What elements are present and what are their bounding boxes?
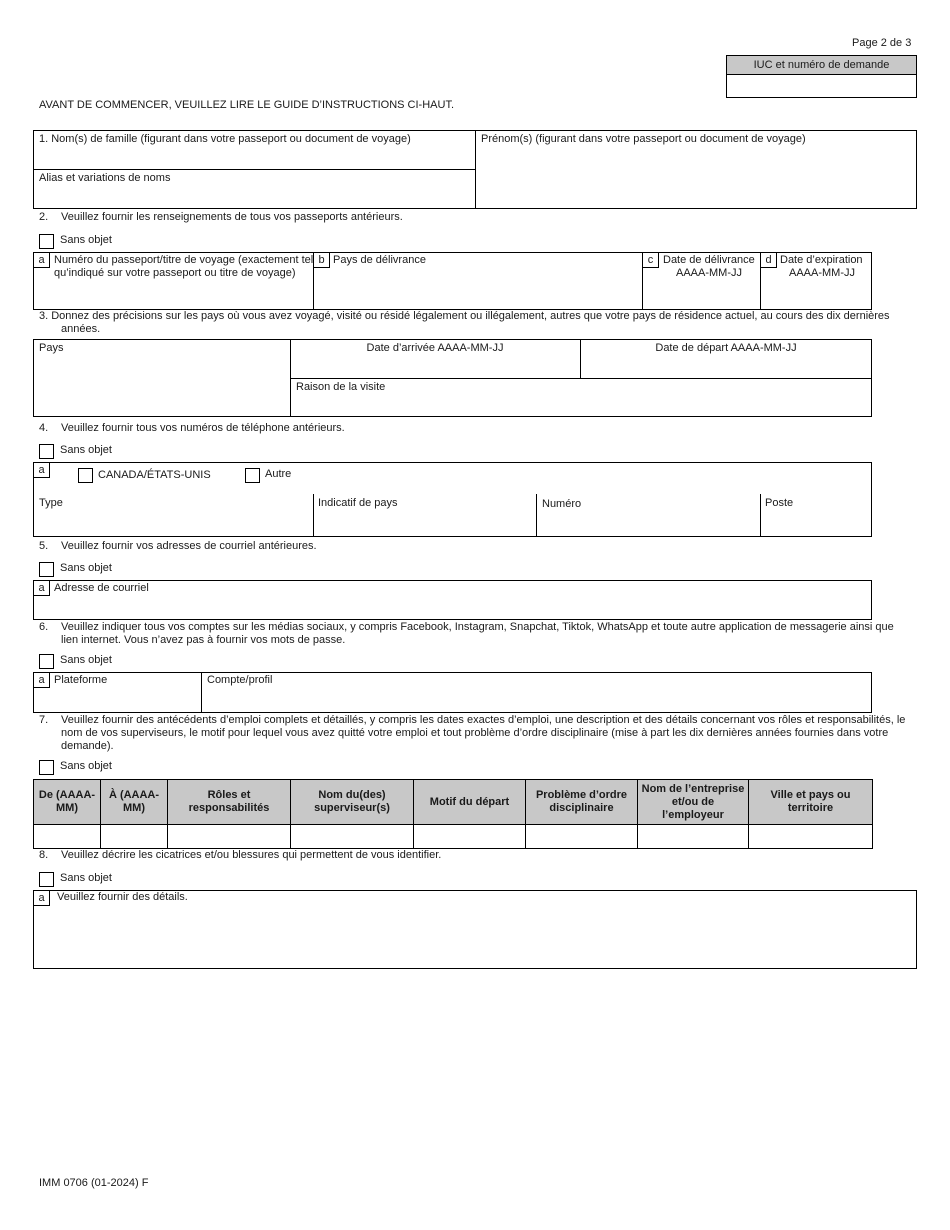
q7-col-reason: Motif du départ — [414, 780, 526, 825]
q8-not-applicable-label: Sans objet — [60, 872, 112, 884]
q4-canada-us-checkbox[interactable] — [78, 468, 93, 483]
q7-col-to: À (AAAA-MM) — [101, 780, 168, 825]
q4-not-applicable-label: Sans objet — [60, 444, 112, 456]
page-number: Page 2 de 3 — [852, 37, 912, 49]
q7-reason-input[interactable] — [414, 825, 526, 849]
q7-discipline-input[interactable] — [526, 825, 638, 849]
q4-text: Veuillez fournir tous vos numéros de téléphone antérieurs. — [61, 422, 345, 434]
q4-a-tag: a — [34, 463, 50, 478]
q7-to-input[interactable] — [101, 825, 168, 849]
q3-country-input[interactable] — [34, 356, 289, 416]
q3-departure-label: Date de départ AAAA-MM-JJ — [655, 342, 797, 354]
q4-canada-us-label: CANADA/ÉTATS-UNIS — [98, 469, 211, 481]
q2-c-tag: c — [643, 253, 659, 268]
q7-supervisors-input[interactable] — [291, 825, 414, 849]
q5-not-applicable-checkbox[interactable] — [39, 562, 54, 577]
q8-not-applicable-checkbox[interactable] — [39, 872, 54, 887]
q7-not-applicable-label: Sans objet — [60, 760, 112, 772]
q4-extension-input[interactable] — [761, 511, 871, 536]
q6-not-applicable-label: Sans objet — [60, 654, 112, 666]
q4-country-code-label: Indicatif de pays — [318, 497, 398, 509]
q2-not-applicable-checkbox[interactable] — [39, 234, 54, 249]
q2-not-applicable-label: Sans objet — [60, 234, 112, 246]
q3-reason-input[interactable] — [291, 395, 871, 416]
q2-expiry-date-input[interactable] — [761, 282, 871, 309]
alias-label: Alias et variations de noms — [39, 172, 171, 184]
q5-email-label: Adresse de courriel — [54, 582, 149, 594]
q2-expiry-date-label: Date d’expiration — [780, 254, 863, 266]
q8-text: Veuillez décrire les cicatrices et/ou blessures qui permettent de vous identifier. — [61, 849, 442, 861]
q5-number: 5. — [39, 540, 49, 552]
q2-a-tag: a — [34, 253, 50, 268]
q3-arrival-input[interactable] — [291, 356, 579, 377]
q6-number: 6. — [39, 621, 49, 633]
q4-number: 4. — [39, 422, 49, 434]
q7-col-discipline: Problème d’ordre disciplinaire — [526, 780, 638, 825]
q4-type-input[interactable] — [34, 511, 312, 536]
q3-text: 3. Donnez des précisions sur les pays où vous avez voyagé, visité ou résidé légalement ou illégalement, autres que votre pays de résidence actuel, au cours des dix dernières années. — [39, 310, 890, 335]
q6-platform-input[interactable] — [34, 689, 200, 712]
table-row — [34, 825, 873, 849]
q7-employer-input[interactable] — [638, 825, 749, 849]
q2-d-tag: d — [761, 253, 777, 268]
q7-not-applicable-checkbox[interactable] — [39, 760, 54, 775]
q3-country-label: Pays — [39, 342, 64, 354]
q5-a-tag: a — [34, 581, 50, 596]
q5-email-input[interactable] — [34, 597, 871, 619]
q4-number-input[interactable] — [537, 512, 759, 536]
q7-city-country-input[interactable] — [749, 825, 873, 849]
uci-label-box — [726, 55, 917, 75]
q6-text: Veuillez indiquer tous vos comptes sur les médias sociaux, y compris Facebook, Instagram, Snapchat, Tiktok, WhatsApp et toute autre application de messagerie ainsi que lien internet. Vous n’avez pas à fournir vos mots de passe. — [61, 621, 894, 646]
q7-text: Veuillez fournir des antécédents d’emploi complets et détaillés, y compris les dates exactes d’emploi, une description et des détails concernant vos rôles et responsabilités, le nom de vos superviseurs, le motif pour lequel vous avez quitté votre emploi et tout problème d’ordre disciplinaire (mise à part les dix dernières années fournies dans votre demande). — [61, 714, 906, 752]
q2-passport-number-input[interactable] — [34, 282, 312, 309]
q4-type-label: Type — [39, 497, 63, 509]
q8-details-label: Veuillez fournir des détails. — [57, 891, 188, 903]
q7-col-from: De (AAAA-MM) — [34, 780, 101, 825]
q8-details-input[interactable] — [34, 906, 916, 968]
q2-number: 2. — [39, 211, 49, 223]
q7-col-supervisors: Nom du(des) superviseur(s) — [291, 780, 414, 825]
q4-country-code-input[interactable] — [314, 511, 536, 536]
q2-passport-number-label: Numéro du passeport/titre de voyage (exactement tel qu’indiqué sur votre passeport ou titre de voyage) — [54, 254, 314, 279]
q7-col-city-country: Ville et pays ou territoire — [749, 780, 873, 825]
uci-input[interactable] — [726, 74, 917, 98]
q4-other-label: Autre — [265, 468, 292, 480]
q6-account-label: Compte/profil — [207, 674, 273, 686]
instruction-text: AVANT DE COMMENCER, VEUILLEZ LIRE LE GUIDE D’INSTRUCTIONS CI-HAUT. — [39, 99, 455, 111]
given-name-input[interactable] — [476, 146, 916, 208]
q4-not-applicable-checkbox[interactable] — [39, 444, 54, 459]
q8-number: 8. — [39, 849, 49, 861]
q6-a-tag: a — [34, 673, 50, 688]
q3-departure-input[interactable] — [581, 356, 871, 377]
q3-arrival-label: Date d’arrivée AAAA-MM-JJ — [366, 342, 504, 354]
q4-other-checkbox[interactable] — [245, 468, 260, 483]
q5-not-applicable-label: Sans objet — [60, 562, 112, 574]
q6-not-applicable-checkbox[interactable] — [39, 654, 54, 669]
q3-reason-label: Raison de la visite — [296, 381, 386, 393]
q2-issue-date-input[interactable] — [643, 282, 759, 309]
form-code: IMM 0706 (01-2024) F — [39, 1177, 149, 1189]
q2-issue-date-format: AAAA-MM-JJ — [676, 267, 742, 279]
q5-text: Veuillez fournir vos adresses de courriel antérieures. — [61, 540, 317, 552]
family-name-input[interactable] — [34, 146, 474, 168]
q8-a-tag: a — [34, 891, 50, 906]
q7-number: 7. — [39, 714, 49, 726]
alias-input[interactable] — [34, 185, 474, 208]
q6-account-input[interactable] — [202, 689, 871, 712]
q2-text: Veuillez fournir les renseignements de tous vos passeports antérieurs. — [61, 211, 403, 223]
q6-platform-label: Plateforme — [54, 674, 108, 686]
family-name-label: 1. Nom(s) de famille (figurant dans votre passeport ou document de voyage) — [39, 133, 411, 145]
q2-issuing-country-label: Pays de délivrance — [333, 254, 426, 266]
given-name-label: Prénom(s) (figurant dans votre passeport ou document de voyage) — [481, 133, 806, 145]
q7-employment-table — [33, 779, 873, 849]
q2-issuing-country-input[interactable] — [314, 268, 641, 309]
q2-expiry-date-format: AAAA-MM-JJ — [789, 267, 855, 279]
q7-col-employer: Nom de l’entreprise et/ou de l’employeur — [638, 780, 749, 825]
q4-number-label: Numéro — [542, 498, 582, 510]
q2-b-tag: b — [314, 253, 330, 268]
q7-from-input[interactable] — [34, 825, 101, 849]
uci-label: IUC et numéro de demande — [753, 59, 890, 71]
q2-issue-date-label: Date de délivrance — [663, 254, 755, 266]
q7-roles-input[interactable] — [168, 825, 291, 849]
q7-col-roles: Rôles et responsabilités — [168, 780, 291, 825]
q4-extension-label: Poste — [765, 497, 794, 509]
